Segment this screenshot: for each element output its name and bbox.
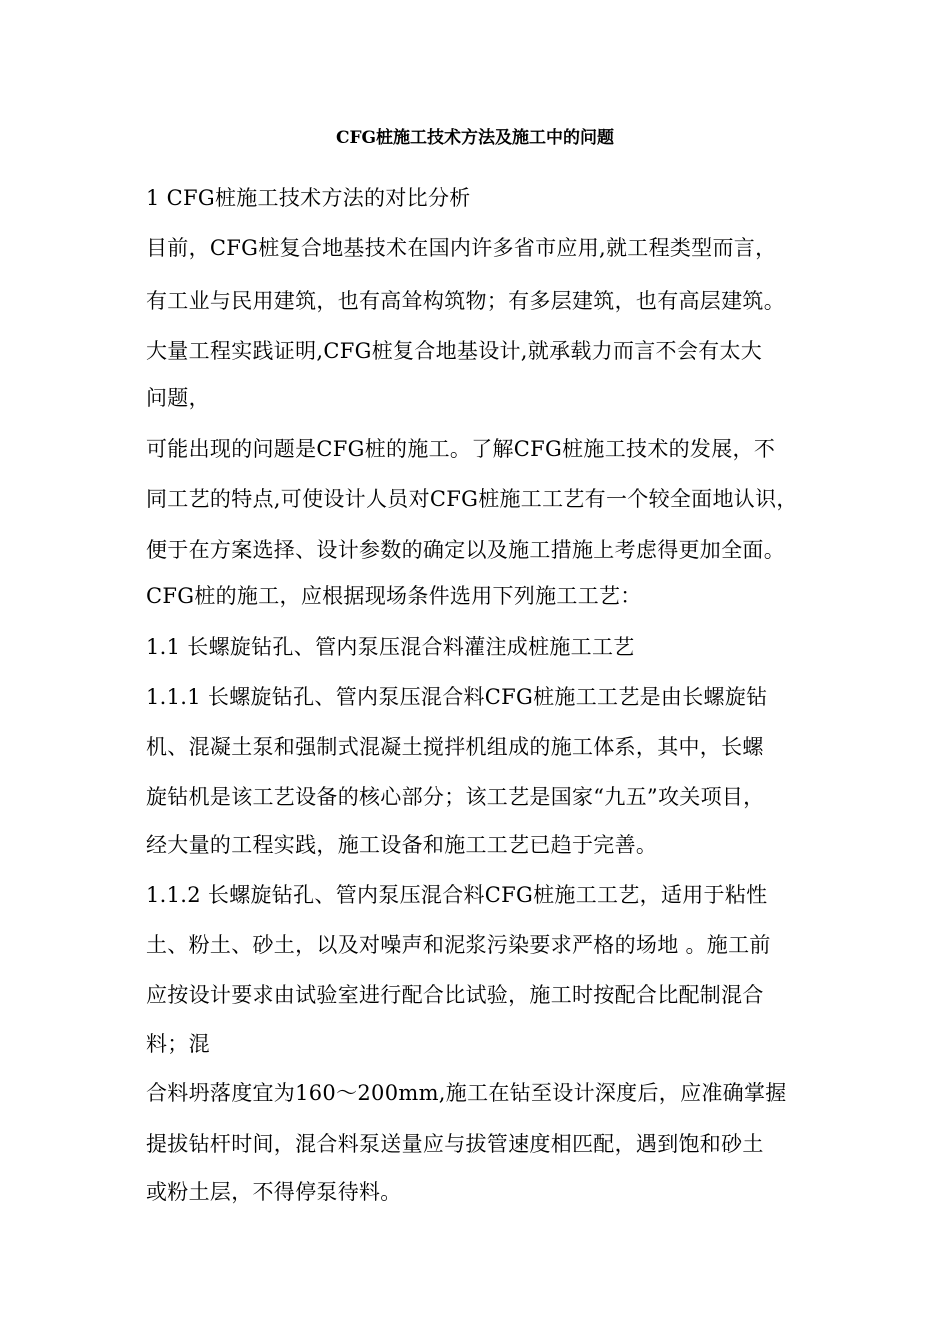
paragraph-line: 有工业与民用建筑，也有高耸构筑物；有多层建筑，也有高层建筑。 xyxy=(146,289,785,313)
paragraph-line: 便于在方案选择、设计参数的确定以及施工措施上考虑得更加全面。 xyxy=(146,538,785,562)
paragraph-line: 机、混凝土泵和强制式混凝土搅拌机组成的施工体系，其中，长螺 xyxy=(146,735,764,759)
paragraph-line: 1.1.2 长螺旋钻孔、管内泵压混合料CFG桩施工工艺，适用于粘性 xyxy=(146,883,768,907)
paragraph-line: 问题， xyxy=(146,386,210,410)
paragraph-line: 经大量的工程实践，施工设备和施工工艺已趋于完善。 xyxy=(146,833,658,857)
paragraph-line: 应按设计要求由试验室进行配合比试验，施工时按配合比配制混合 xyxy=(146,983,764,1007)
section-heading-1: 1 CFG桩施工技术方法的对比分析 xyxy=(146,186,471,210)
paragraph-line: 土、粉土、砂土，以及对噪声和泥浆污染要求严格的场地 。施工前 xyxy=(146,933,771,957)
paragraph-line: 提拔钻杆时间，混合料泵送量应与拔管速度相匹配，遇到饱和砂土 xyxy=(146,1132,764,1156)
paragraph-line: CFG桩的施工，应根据现场条件选用下列施工工艺： xyxy=(146,584,642,608)
paragraph-line: 旋钻机是该工艺设备的核心部分；该工艺是国家“九五”攻关项目， xyxy=(146,785,765,809)
paragraph-line: 目前，CFG桩复合地基技术在国内许多省市应用,就工程类型而言， xyxy=(146,236,777,260)
paragraph-line: 同工艺的特点,可使设计人员对CFG桩施工工艺有一个较全面地认识， xyxy=(146,487,798,511)
paragraph-line: 合料坍落度宜为160～200mm,施工在钻至设计深度后，应准确掌握 xyxy=(146,1081,787,1105)
paragraph-line: 料；混 xyxy=(146,1032,210,1056)
paragraph-line: 或粉土层，不得停泵待料。 xyxy=(146,1180,402,1204)
section-heading-1-1: 1.1 长螺旋钻孔、管内泵压混合料灌注成桩施工工艺 xyxy=(146,635,635,659)
document-title: CFG桩施工技术方法及施工中的问题 xyxy=(335,128,615,148)
paragraph-line: 大量工程实践证明,CFG桩复合地基设计,就承载力而言不会有太大 xyxy=(146,339,763,363)
paragraph-line: 1.1.1 长螺旋钻孔、管内泵压混合料CFG桩施工工艺是由长螺旋钻 xyxy=(146,685,768,709)
paragraph-line: 可能出现的问题是CFG桩的施工。了解CFG桩施工技术的发展，不 xyxy=(146,437,776,461)
